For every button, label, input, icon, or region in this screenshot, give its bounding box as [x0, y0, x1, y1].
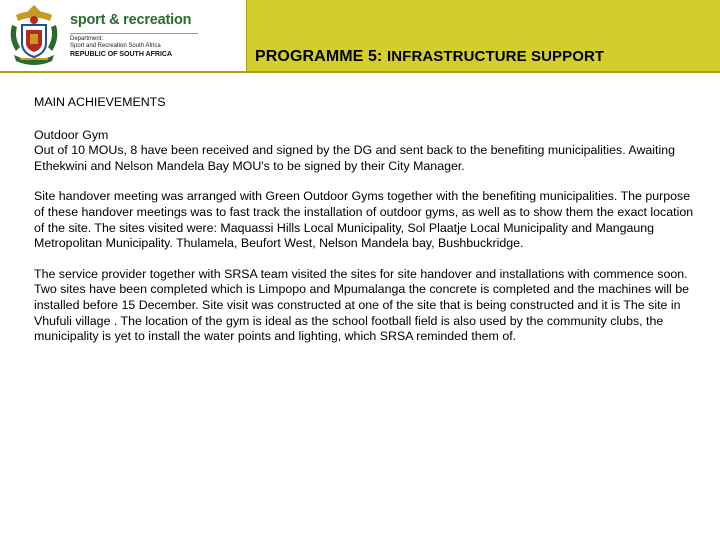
section-heading: MAIN ACHIEVEMENTS [34, 95, 166, 109]
programme-title: INFRASTRUCTURE SUPPORT [386, 48, 605, 65]
logo-department-label: Department: [70, 36, 104, 42]
paragraph-sites: The service provider together with SRSA team visited the sites for site handover and installations with commence soon. Two sites have been completed which is Limpopo and Mpumalanga the concrete is completed and the machines will be installed before 15 December. Site visit was constructed at one of the site that is being constructed and it is The site in Vhufuli village . The location of the gym is ideal as the school football field is also used by the community clubs, the municipality is yet to install the water points and lighting, which SRSA reminded them of. [34, 266, 690, 344]
main-content [34, 95, 700, 360]
logo-divider [70, 33, 198, 34]
paragraph-handover: Site handover meeting was arranged with Green Outdoor Gyms together with the benefiting municipalities. The purpose of these handover meetings was to fast track the installation of outdoor gyms, as well as to show them the exact location of the site. The sites visited were: Maquassi Hills Local Municipality, Sol Plaatje Local Municipality and Mangaung Metropolitan Municipality. Thulamela, Beufort West, Nelson Mandela bay, Bushbuckridge. [34, 189, 694, 251]
page-title [255, 48, 604, 66]
title-bar [246, 0, 720, 71]
coat-of-arms-icon [6, 3, 62, 67]
department-logo [0, 0, 244, 71]
logo-country: REPUBLIC OF SOUTH AFRICA [70, 51, 173, 58]
logo-title: sport & recreation [70, 12, 192, 28]
logo-department [70, 36, 161, 50]
programme-label: PROGRAMME 5: [255, 48, 383, 65]
header [0, 0, 720, 75]
sub-heading: Outdoor Gym [34, 127, 109, 142]
logo-department-name: Sport and Recreation South Africa [70, 43, 161, 49]
header-divider [0, 71, 720, 73]
paragraph-mous: Out of 10 MOUs, 8 have been received and signed by the DG and sent back to the benefiting municipalities. Awaiting Ethekwini and Nelson Mandela Bay MOU's to be signed by their City Manager. [34, 143, 676, 173]
